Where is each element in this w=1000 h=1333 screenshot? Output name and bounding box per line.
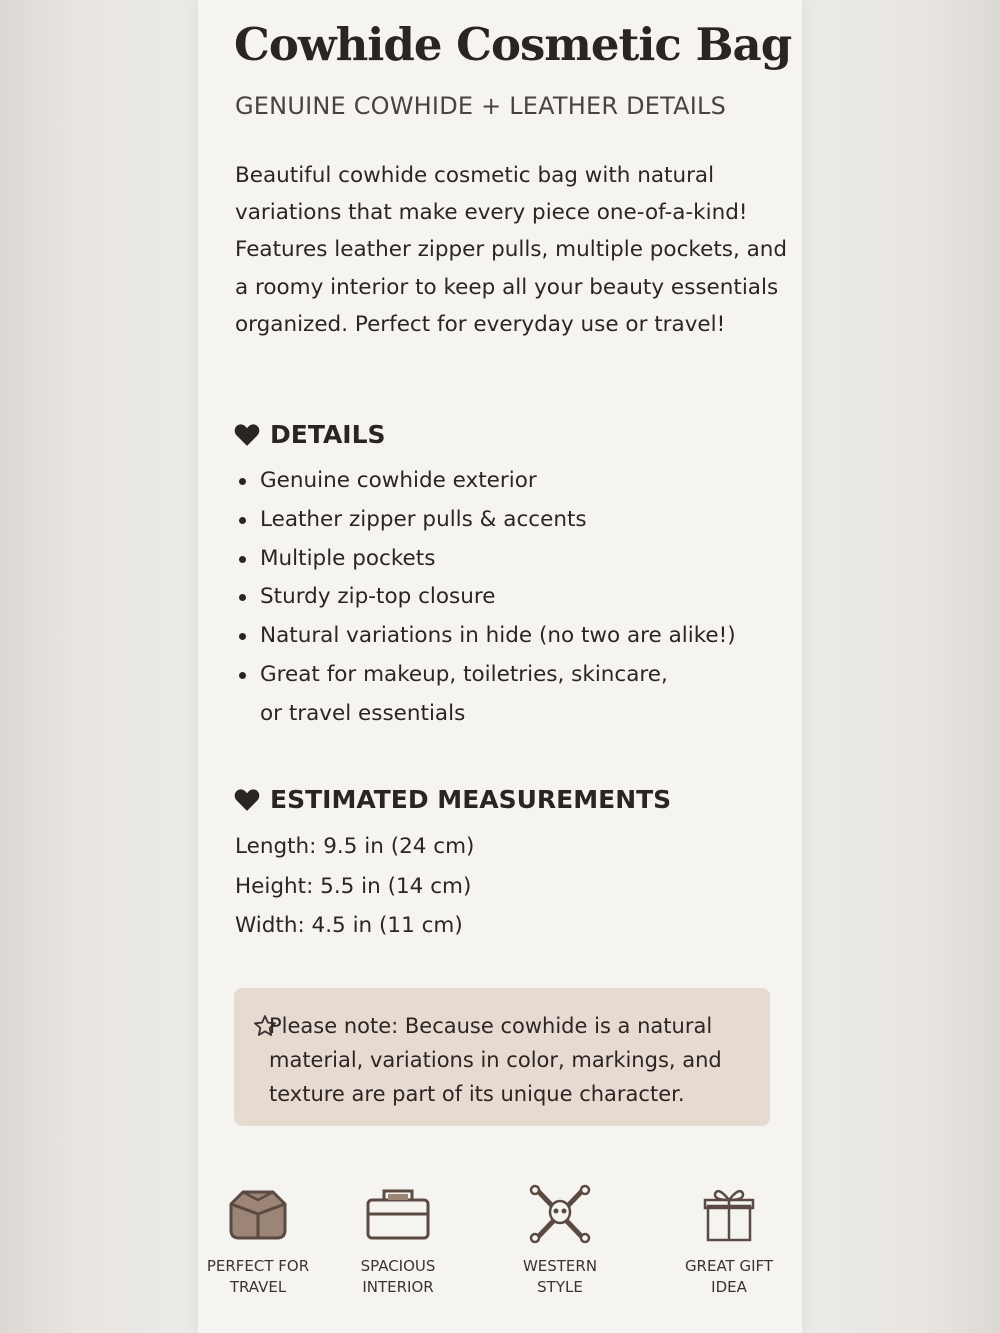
feature-label: WESTERN STYLE (522, 1257, 598, 1296)
product-description: Beautiful cowhide cosmetic bag with natural variations that make every piece one-of-a-kind! Features leather zipper pulls, multiple pockets, and a roomy interior to keep all your beauty essentials organized. Perfect for everyday use or travel! (235, 163, 788, 337)
list-item: Leather zipper pulls & accents (236, 501, 780, 540)
feature-gift (654, 1182, 804, 1298)
feature-spacious (323, 1182, 473, 1298)
list-item: Natural variations in hide (no two are alike!) (236, 617, 780, 656)
details-heading (234, 420, 386, 449)
measurement-width: Width: 4.5 in (11 cm) (235, 913, 463, 938)
details-list (236, 462, 780, 734)
case-icon (363, 1182, 433, 1246)
measurement-height: Height: 5.5 in (14 cm) (235, 873, 472, 899)
list-item: Multiple pockets (236, 540, 780, 579)
measurement-length: Length: 9.5 in (24 cm) (235, 834, 475, 859)
heart-icon (234, 423, 260, 447)
feature-label: PERFECT FOR TRAVEL (206, 1257, 310, 1296)
bag-icon (223, 1182, 293, 1246)
measurements-heading (234, 785, 671, 814)
feature-label: SPACIOUS INTERIOR (360, 1257, 436, 1296)
gift-icon (694, 1182, 764, 1246)
note-box (234, 988, 770, 1126)
heart-icon (234, 788, 260, 812)
feature-label: GREAT GIFT IDEA (684, 1257, 774, 1296)
product-card (198, 0, 802, 1333)
details-heading-text: DETAILS (270, 420, 386, 449)
feature-travel (183, 1182, 333, 1298)
feature-western (485, 1182, 635, 1298)
product-title: Cowhide Cosmetic Bag (234, 18, 792, 71)
measurements-list (235, 827, 474, 946)
list-item: Sturdy zip-top closure (236, 578, 780, 617)
list-item: Genuine cowhide exterior (236, 462, 780, 501)
product-subtitle: GENUINE COWHIDE + LEATHER DETAILS (235, 92, 727, 120)
note-text: Please note: Because cowhide is a natural material, variations in color, markings, and texture are part of its unique character. (269, 1014, 722, 1106)
measurements-heading-text: ESTIMATED MEASUREMENTS (270, 785, 672, 814)
list-item: Great for makeup, toiletries, skincare, or travel essentials (236, 656, 690, 734)
skull-crossbones-icon (525, 1182, 595, 1246)
